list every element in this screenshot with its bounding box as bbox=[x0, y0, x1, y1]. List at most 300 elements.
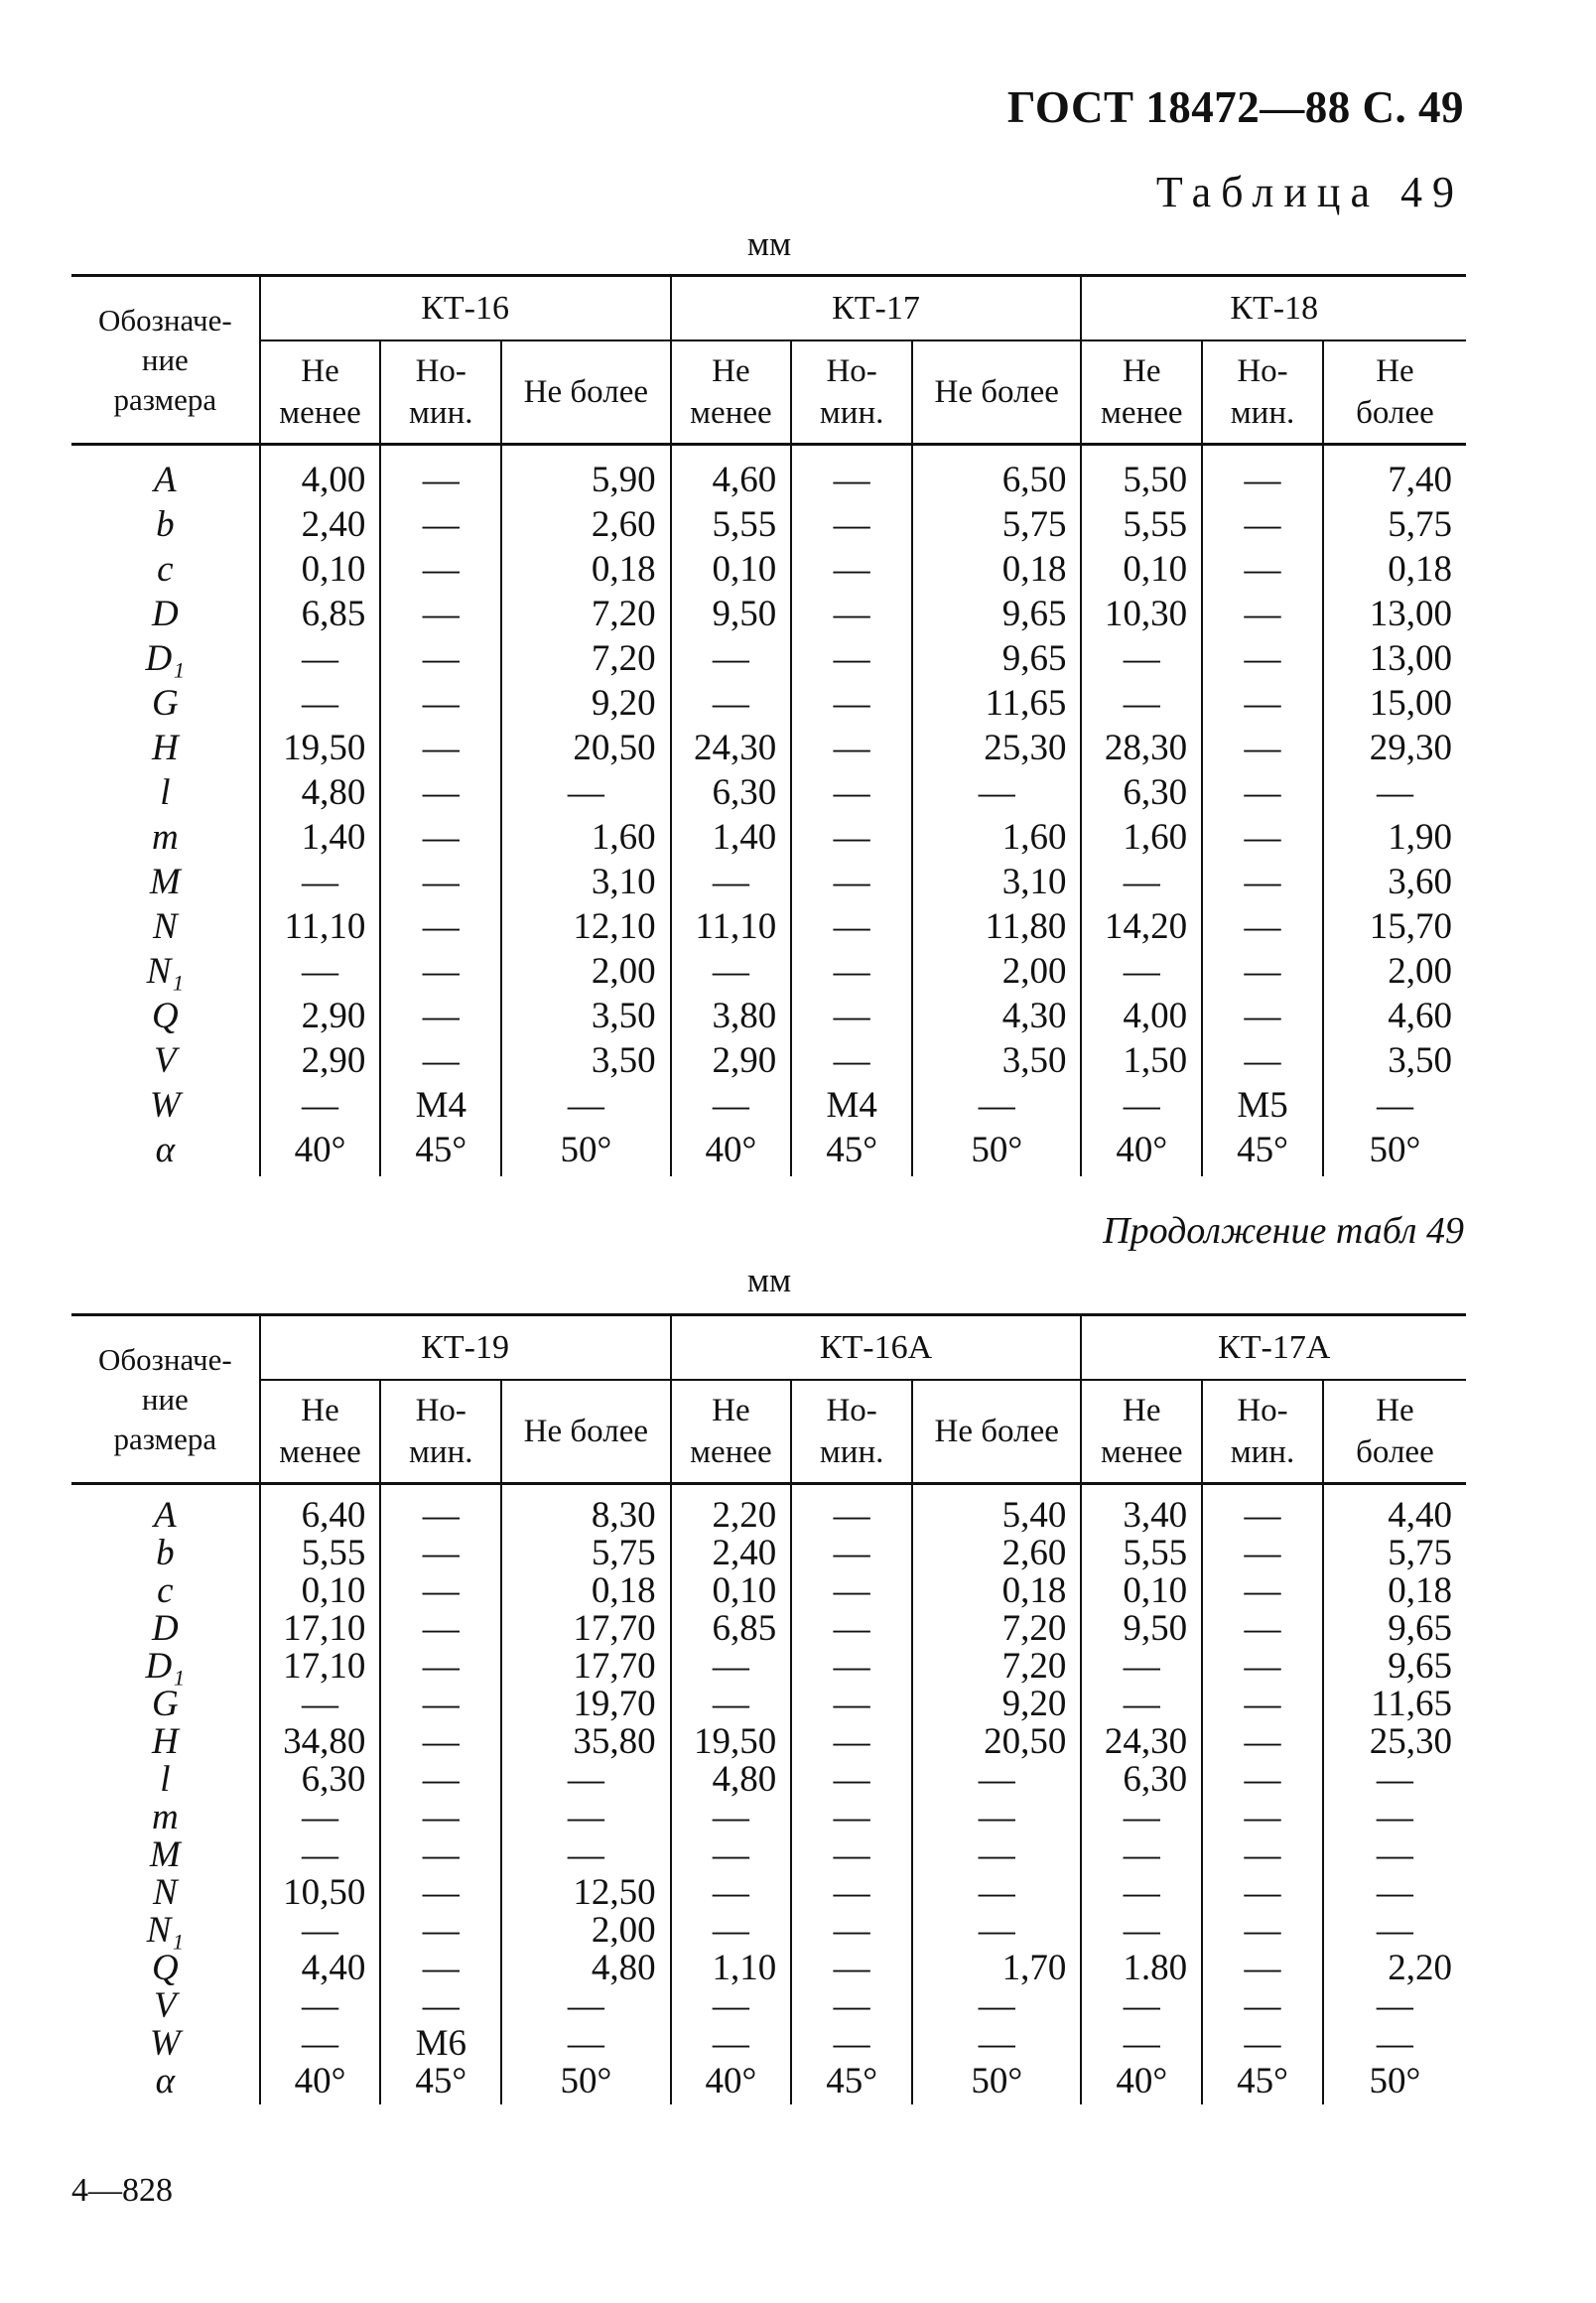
value-cell: 6,85 bbox=[671, 1610, 792, 1648]
value-cell: 19,70 bbox=[501, 1686, 670, 1723]
value-cell: 4,40 bbox=[260, 1950, 381, 1987]
value-cell: — bbox=[671, 860, 792, 904]
value-cell: — bbox=[791, 726, 912, 770]
value-cell: — bbox=[1202, 445, 1323, 503]
sub-header: Но- мин. bbox=[791, 1380, 912, 1484]
value-cell: 1,90 bbox=[1323, 815, 1466, 860]
value-cell: 40° bbox=[671, 1128, 792, 1176]
value-cell: — bbox=[1202, 1836, 1323, 1874]
value-cell: — bbox=[1202, 1987, 1323, 2025]
value-cell: — bbox=[380, 904, 501, 949]
table-row bbox=[71, 860, 1466, 904]
value-cell: 0,10 bbox=[1081, 1572, 1202, 1610]
designation-cell: N bbox=[153, 906, 178, 947]
value-cell: — bbox=[671, 636, 792, 681]
value-cell: — bbox=[1081, 1874, 1202, 1912]
sub-header: Не более bbox=[501, 340, 670, 445]
value-cell: — bbox=[260, 1912, 381, 1950]
value-cell: — bbox=[1202, 1761, 1323, 1799]
table-row bbox=[71, 1686, 1466, 1723]
sub-header: Не более bbox=[1323, 1380, 1466, 1484]
value-cell: — bbox=[1202, 1950, 1323, 1987]
table-row bbox=[71, 636, 1466, 681]
value-cell: — bbox=[1202, 2025, 1323, 2063]
value-cell: — bbox=[260, 1083, 381, 1128]
value-cell: — bbox=[912, 1799, 1081, 1836]
value-cell: 15,00 bbox=[1323, 681, 1466, 726]
value-cell: — bbox=[912, 1912, 1081, 1950]
value-cell: — bbox=[1202, 1912, 1323, 1950]
table-row bbox=[71, 2063, 1466, 2104]
designation-cell: W bbox=[149, 2023, 181, 2064]
table-row bbox=[71, 502, 1466, 547]
sub-header: Не менее bbox=[671, 1380, 792, 1484]
value-cell: 5,55 bbox=[1081, 1535, 1202, 1572]
value-cell: 9,50 bbox=[1081, 1610, 1202, 1648]
value-cell: — bbox=[791, 994, 912, 1038]
value-cell: — bbox=[912, 1836, 1081, 1874]
value-cell: 5,50 bbox=[1081, 445, 1202, 503]
value-cell: 1,70 bbox=[912, 1950, 1081, 1987]
value-cell: 40° bbox=[671, 2063, 792, 2104]
value-cell: — bbox=[501, 770, 670, 815]
table-row bbox=[71, 1648, 1466, 1686]
value-cell: — bbox=[380, 1535, 501, 1572]
value-cell: — bbox=[501, 1799, 670, 1836]
value-cell: — bbox=[1202, 860, 1323, 904]
table-row bbox=[71, 2025, 1466, 2063]
value-cell: — bbox=[671, 1987, 792, 2025]
value-cell: — bbox=[380, 1484, 501, 1536]
value-cell: — bbox=[791, 949, 912, 994]
table-row bbox=[71, 949, 1466, 994]
value-cell: 17,10 bbox=[260, 1648, 381, 1686]
designation-cell: N₁ bbox=[146, 1910, 185, 1951]
value-cell: — bbox=[1202, 547, 1323, 592]
value-cell: 1,60 bbox=[501, 815, 670, 860]
value-cell: 5,75 bbox=[912, 502, 1081, 547]
value-cell: 1,60 bbox=[912, 815, 1081, 860]
value-cell: — bbox=[791, 1836, 912, 1874]
designation-cell: D₁ bbox=[145, 1646, 186, 1687]
value-cell: 9,65 bbox=[1323, 1610, 1466, 1648]
value-cell: 7,40 bbox=[1323, 445, 1466, 503]
value-cell: 11,10 bbox=[671, 904, 792, 949]
value-cell: — bbox=[791, 1484, 912, 1536]
value-cell: — bbox=[791, 815, 912, 860]
table-row bbox=[71, 1128, 1466, 1176]
continuation-caption: Продолжение табл 49 bbox=[1103, 1210, 1464, 1252]
value-cell: — bbox=[501, 1761, 670, 1799]
value-cell: 9,65 bbox=[1323, 1648, 1466, 1686]
value-cell: 15,70 bbox=[1323, 904, 1466, 949]
value-cell: 45° bbox=[791, 2063, 912, 2104]
value-cell: — bbox=[380, 1987, 501, 2025]
value-cell: — bbox=[1202, 1648, 1323, 1686]
value-cell: — bbox=[380, 1912, 501, 1950]
table-row bbox=[71, 815, 1466, 860]
value-cell: 7,20 bbox=[501, 636, 670, 681]
value-cell: 11,65 bbox=[912, 681, 1081, 726]
table-row bbox=[71, 994, 1466, 1038]
designation-cell: c bbox=[157, 1570, 174, 1611]
designation-cell: α bbox=[155, 1130, 176, 1170]
value-cell: — bbox=[260, 1799, 381, 1836]
value-cell: — bbox=[791, 1535, 912, 1572]
value-cell: 3,50 bbox=[501, 1038, 670, 1083]
value-cell: — bbox=[1323, 1761, 1466, 1799]
value-cell: 2,40 bbox=[671, 1535, 792, 1572]
sub-header: Не более bbox=[912, 340, 1081, 445]
value-cell: — bbox=[380, 1610, 501, 1648]
value-cell: 17,70 bbox=[501, 1610, 670, 1648]
table-row bbox=[71, 1484, 1466, 1536]
page-header: ГОСТ 18472—88 С. 49 bbox=[1006, 82, 1464, 132]
value-cell: 50° bbox=[501, 1128, 670, 1176]
value-cell: — bbox=[380, 815, 501, 860]
value-cell: — bbox=[380, 547, 501, 592]
designation-cell: V bbox=[154, 1040, 177, 1081]
value-cell: — bbox=[1323, 1874, 1466, 1912]
value-cell: 19,50 bbox=[671, 1723, 792, 1761]
value-cell: 2,00 bbox=[501, 949, 670, 994]
value-cell: — bbox=[380, 949, 501, 994]
value-cell: — bbox=[791, 770, 912, 815]
value-cell: 17,10 bbox=[260, 1610, 381, 1648]
value-cell: 9,20 bbox=[912, 1686, 1081, 1723]
page-number: 4—828 bbox=[71, 2172, 173, 2209]
sub-header: Но- мин. bbox=[380, 340, 501, 445]
value-cell: — bbox=[912, 1083, 1081, 1128]
sub-header: Не менее bbox=[1081, 340, 1202, 445]
designation-cell: N₁ bbox=[146, 951, 185, 992]
table-row bbox=[71, 1572, 1466, 1610]
designation-cell: b bbox=[156, 504, 175, 545]
designation-cell: M bbox=[149, 862, 181, 902]
value-cell: 1,50 bbox=[1081, 1038, 1202, 1083]
value-cell: 1,10 bbox=[671, 1950, 792, 1987]
value-cell: — bbox=[260, 2025, 381, 2063]
designation-cell: A bbox=[154, 1495, 177, 1536]
value-cell: 9,65 bbox=[912, 636, 1081, 681]
value-cell: — bbox=[1202, 1572, 1323, 1610]
table-row bbox=[71, 726, 1466, 770]
value-cell: — bbox=[1202, 949, 1323, 994]
table-row bbox=[71, 547, 1466, 592]
value-cell: 0,10 bbox=[671, 547, 792, 592]
value-cell: 4,80 bbox=[260, 770, 381, 815]
value-cell: 17,70 bbox=[501, 1648, 670, 1686]
value-cell: 3,60 bbox=[1323, 860, 1466, 904]
value-cell: 34,80 bbox=[260, 1723, 381, 1761]
value-cell: — bbox=[380, 860, 501, 904]
designation-header: Обозначе- ние размера bbox=[71, 1315, 260, 1484]
value-cell: 4,40 bbox=[1323, 1484, 1466, 1536]
value-cell: 0,10 bbox=[1081, 547, 1202, 592]
designation-cell: W bbox=[149, 1085, 181, 1126]
designation-cell: Q bbox=[151, 1948, 179, 1988]
value-cell: — bbox=[501, 1987, 670, 2025]
value-cell: — bbox=[1202, 1484, 1323, 1536]
value-cell: — bbox=[1202, 1038, 1323, 1083]
value-cell: — bbox=[791, 860, 912, 904]
value-cell: 29,30 bbox=[1323, 726, 1466, 770]
table-row bbox=[71, 1799, 1466, 1836]
value-cell: 50° bbox=[501, 2063, 670, 2104]
value-cell: 5,55 bbox=[1081, 502, 1202, 547]
value-cell: 14,20 bbox=[1081, 904, 1202, 949]
value-cell: 3,50 bbox=[912, 1038, 1081, 1083]
group-header: КТ-18 bbox=[1081, 276, 1466, 341]
value-cell: — bbox=[1202, 1610, 1323, 1648]
designation-cell: D₁ bbox=[145, 638, 186, 679]
dimensions-table-1 bbox=[71, 274, 1466, 1176]
designation-cell: m bbox=[151, 1797, 179, 1837]
value-cell: — bbox=[1323, 770, 1466, 815]
table-unit: мм bbox=[746, 224, 792, 263]
value-cell: — bbox=[260, 681, 381, 726]
value-cell: — bbox=[791, 502, 912, 547]
value-cell: 12,50 bbox=[501, 1874, 670, 1912]
value-cell: — bbox=[380, 681, 501, 726]
value-cell: 40° bbox=[260, 2063, 381, 2104]
value-cell: — bbox=[1202, 502, 1323, 547]
table-row bbox=[71, 1535, 1466, 1572]
value-cell: 35,80 bbox=[501, 1723, 670, 1761]
value-cell: 6,50 bbox=[912, 445, 1081, 503]
value-cell: 4,60 bbox=[671, 445, 792, 503]
value-cell: 5,75 bbox=[1323, 502, 1466, 547]
value-cell: 6,40 bbox=[260, 1484, 381, 1536]
value-cell: 50° bbox=[912, 1128, 1081, 1176]
value-cell: — bbox=[671, 1836, 792, 1874]
value-cell: 8,30 bbox=[501, 1484, 670, 1536]
value-cell: 0,18 bbox=[912, 1572, 1081, 1610]
value-cell: 5,90 bbox=[501, 445, 670, 503]
value-cell: 3,10 bbox=[501, 860, 670, 904]
value-cell: — bbox=[791, 1761, 912, 1799]
value-cell: — bbox=[1323, 1799, 1466, 1836]
value-cell: 0,18 bbox=[501, 547, 670, 592]
value-cell: — bbox=[912, 1874, 1081, 1912]
value-cell: — bbox=[1081, 1083, 1202, 1128]
table-row bbox=[71, 445, 1466, 503]
designation-cell: b bbox=[156, 1533, 175, 1573]
value-cell: 0,10 bbox=[671, 1572, 792, 1610]
value-cell: 13,00 bbox=[1323, 636, 1466, 681]
value-cell: — bbox=[791, 1610, 912, 1648]
value-cell: 2,60 bbox=[501, 502, 670, 547]
value-cell: — bbox=[912, 1761, 1081, 1799]
value-cell: 25,30 bbox=[1323, 1723, 1466, 1761]
value-cell: 2,00 bbox=[501, 1912, 670, 1950]
value-cell: — bbox=[380, 502, 501, 547]
table-row bbox=[71, 770, 1466, 815]
sub-header: Не более bbox=[501, 1380, 670, 1484]
value-cell: 0,18 bbox=[1323, 547, 1466, 592]
value-cell: 4,60 bbox=[1323, 994, 1466, 1038]
value-cell: — bbox=[671, 1799, 792, 1836]
value-cell: 1,40 bbox=[260, 815, 381, 860]
value-cell: — bbox=[671, 1648, 792, 1686]
table-row bbox=[71, 904, 1466, 949]
designation-cell: H bbox=[151, 1721, 179, 1762]
value-cell: 6,30 bbox=[671, 770, 792, 815]
table-caption: Таблица 49 bbox=[1155, 168, 1464, 216]
value-cell: — bbox=[380, 1761, 501, 1799]
value-cell: 5,40 bbox=[912, 1484, 1081, 1536]
value-cell: 40° bbox=[1081, 2063, 1202, 2104]
value-cell: 5,75 bbox=[1323, 1535, 1466, 1572]
group-header: КТ-17А bbox=[1081, 1315, 1466, 1381]
value-cell: 40° bbox=[260, 1128, 381, 1176]
value-cell: 45° bbox=[1202, 2063, 1323, 2104]
value-cell: — bbox=[260, 1987, 381, 2025]
value-cell: — bbox=[671, 1874, 792, 1912]
table-row bbox=[71, 1610, 1466, 1648]
value-cell: 50° bbox=[912, 2063, 1081, 2104]
value-cell: — bbox=[671, 1686, 792, 1723]
value-cell: — bbox=[791, 1038, 912, 1083]
value-cell: — bbox=[1202, 1686, 1323, 1723]
value-cell: 1,60 bbox=[1081, 815, 1202, 860]
value-cell: 10,30 bbox=[1081, 592, 1202, 636]
designation-cell: D bbox=[151, 594, 179, 634]
value-cell: — bbox=[1202, 1723, 1323, 1761]
table-row bbox=[71, 1874, 1466, 1912]
value-cell: — bbox=[791, 681, 912, 726]
value-cell: — bbox=[791, 1950, 912, 1987]
value-cell: 4,80 bbox=[501, 1950, 670, 1987]
value-cell: — bbox=[380, 1038, 501, 1083]
value-cell: — bbox=[380, 445, 501, 503]
sub-header: Но- мин. bbox=[380, 1380, 501, 1484]
value-cell: — bbox=[791, 1686, 912, 1723]
value-cell: — bbox=[501, 1083, 670, 1128]
value-cell: 7,20 bbox=[912, 1610, 1081, 1648]
value-cell: — bbox=[791, 636, 912, 681]
value-cell: — bbox=[1202, 1874, 1323, 1912]
sub-header: Но- мин. bbox=[791, 340, 912, 445]
value-cell: 4,00 bbox=[260, 445, 381, 503]
table-row bbox=[71, 1083, 1466, 1128]
value-cell: — bbox=[1323, 1987, 1466, 2025]
sub-header: Не более bbox=[1323, 340, 1466, 445]
value-cell: — bbox=[791, 1572, 912, 1610]
value-cell: — bbox=[380, 770, 501, 815]
value-cell: — bbox=[1323, 1912, 1466, 1950]
sub-header: Не менее bbox=[260, 1380, 381, 1484]
group-header: КТ-16А bbox=[671, 1315, 1082, 1381]
value-cell: 5,55 bbox=[671, 502, 792, 547]
value-cell: 2,00 bbox=[1323, 949, 1466, 994]
table-row bbox=[71, 1836, 1466, 1874]
value-cell: — bbox=[1323, 1836, 1466, 1874]
value-cell: 4,80 bbox=[671, 1761, 792, 1799]
value-cell: — bbox=[671, 1083, 792, 1128]
designation-cell: N bbox=[153, 1872, 178, 1913]
value-cell: 9,65 bbox=[912, 592, 1081, 636]
value-cell: M4 bbox=[380, 1083, 501, 1128]
value-cell: 3,40 bbox=[1081, 1484, 1202, 1536]
value-cell: 25,30 bbox=[912, 726, 1081, 770]
value-cell: 11,10 bbox=[260, 904, 381, 949]
designation-cell: m bbox=[151, 817, 179, 858]
table-unit: мм bbox=[746, 1261, 792, 1299]
value-cell: — bbox=[791, 1799, 912, 1836]
value-cell: 45° bbox=[791, 1128, 912, 1176]
value-cell: — bbox=[501, 2025, 670, 2063]
value-cell: — bbox=[912, 1987, 1081, 2025]
table-row bbox=[71, 1761, 1466, 1799]
value-cell: — bbox=[671, 1912, 792, 1950]
value-cell: 13,00 bbox=[1323, 592, 1466, 636]
value-cell: 1.80 bbox=[1081, 1950, 1202, 1987]
value-cell: — bbox=[1081, 681, 1202, 726]
value-cell: M4 bbox=[791, 1083, 912, 1128]
value-cell: 2,20 bbox=[671, 1484, 792, 1536]
value-cell: 2,90 bbox=[671, 1038, 792, 1083]
value-cell: — bbox=[380, 636, 501, 681]
designation-cell: A bbox=[154, 460, 177, 500]
value-cell: — bbox=[501, 1836, 670, 1874]
value-cell: 6,30 bbox=[1081, 1761, 1202, 1799]
value-cell: 20,50 bbox=[501, 726, 670, 770]
value-cell: 4,00 bbox=[1081, 994, 1202, 1038]
value-cell: M6 bbox=[380, 2025, 501, 2063]
value-cell: 5,55 bbox=[260, 1535, 381, 1572]
sub-header: Не более bbox=[912, 1380, 1081, 1484]
value-cell: — bbox=[791, 904, 912, 949]
table-row bbox=[71, 1723, 1466, 1761]
value-cell: — bbox=[671, 681, 792, 726]
value-cell: — bbox=[912, 770, 1081, 815]
value-cell: 0,18 bbox=[1323, 1572, 1466, 1610]
designation-cell: l bbox=[160, 772, 171, 813]
value-cell: — bbox=[791, 1723, 912, 1761]
designation-cell: H bbox=[151, 728, 179, 768]
designation-cell: α bbox=[155, 2061, 176, 2101]
value-cell: — bbox=[1202, 904, 1323, 949]
value-cell: 19,50 bbox=[260, 726, 381, 770]
value-cell: — bbox=[1081, 1912, 1202, 1950]
value-cell: — bbox=[1202, 1535, 1323, 1572]
value-cell: 5,75 bbox=[501, 1535, 670, 1572]
value-cell: 50° bbox=[1323, 2063, 1466, 2104]
value-cell: 11,65 bbox=[1323, 1686, 1466, 1723]
value-cell: 11,80 bbox=[912, 904, 1081, 949]
value-cell: — bbox=[260, 636, 381, 681]
designation-cell: G bbox=[151, 1684, 179, 1724]
table-row bbox=[71, 681, 1466, 726]
value-cell: 3,50 bbox=[1323, 1038, 1466, 1083]
designation-cell: V bbox=[154, 1985, 177, 2026]
value-cell: 24,30 bbox=[671, 726, 792, 770]
value-cell: — bbox=[380, 1686, 501, 1723]
value-cell: 40° bbox=[1081, 1128, 1202, 1176]
value-cell: 1,40 bbox=[671, 815, 792, 860]
value-cell: 12,10 bbox=[501, 904, 670, 949]
value-cell: 0,18 bbox=[912, 547, 1081, 592]
value-cell: 45° bbox=[380, 1128, 501, 1176]
value-cell: — bbox=[380, 994, 501, 1038]
value-cell: 2,90 bbox=[260, 1038, 381, 1083]
value-cell: 45° bbox=[1202, 1128, 1323, 1176]
value-cell: — bbox=[1202, 681, 1323, 726]
value-cell: 7,20 bbox=[501, 592, 670, 636]
value-cell: — bbox=[1081, 1648, 1202, 1686]
value-cell: — bbox=[1202, 592, 1323, 636]
